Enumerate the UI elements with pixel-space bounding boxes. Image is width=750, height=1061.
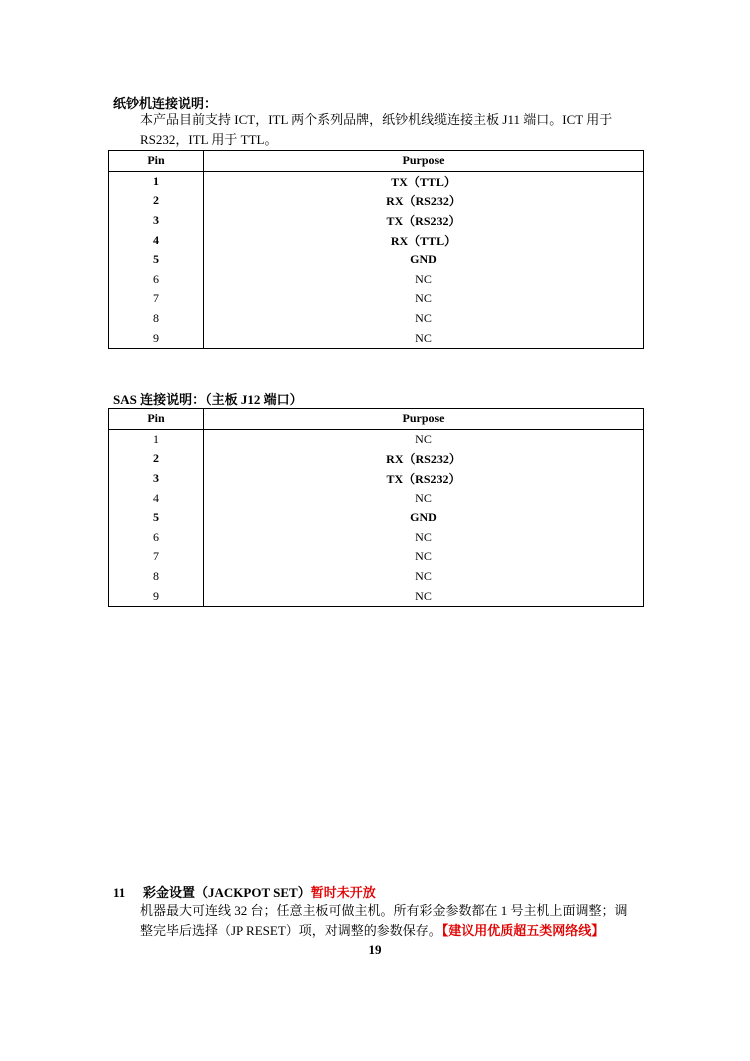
purpose-cell: GND <box>410 252 437 267</box>
purpose-cell: RX（RS232） <box>386 194 461 209</box>
purpose-cell: NC <box>415 271 432 286</box>
table-row <box>109 270 644 290</box>
section11-paragraph-line1: 机器最大可连线 32 台；任意主板可做主机。所有彩金参数都在 1 号主机上面调整；调 <box>140 903 628 918</box>
purpose-column-header: Purpose <box>204 409 644 430</box>
table-row <box>109 289 644 309</box>
section11-paragraph-line2-text: 整完毕后选择（JP RESET）项，对调整的参数保存。 <box>140 923 442 938</box>
pin-cell: 4 <box>109 488 204 508</box>
pin-cell: 5 <box>109 508 204 528</box>
table-header-row <box>109 151 644 172</box>
pin-cell: 8 <box>109 309 204 329</box>
pin-cell: 2 <box>109 449 204 469</box>
pin-cell: 4 <box>109 230 204 250</box>
table-row <box>109 449 644 469</box>
pin-cell: 1 <box>109 171 204 191</box>
table-row <box>109 171 644 191</box>
pin-cell: 7 <box>109 547 204 567</box>
purpose-cell: NC <box>415 569 432 584</box>
section1-paragraph-line2: RS232，ITL 用于 TTL。 <box>140 132 278 147</box>
purpose-cell: NC <box>415 490 432 505</box>
section1-paragraph-line1: 本产品目前支持 ICT，ITL 两个系列品牌，纸钞机线缆连接主板 J11 端口。ICT 用于 <box>140 112 613 127</box>
purpose-cell: GND <box>410 510 437 525</box>
sas-pin-table <box>108 408 644 607</box>
purpose-cell: NC <box>415 549 432 564</box>
purpose-cell: NC <box>415 588 432 603</box>
pin-cell: 1 <box>109 429 204 449</box>
table-row <box>109 309 644 329</box>
purpose-cell: TX（RS232） <box>386 472 461 487</box>
table-row <box>109 488 644 508</box>
table-row <box>109 230 644 250</box>
table-row <box>109 567 644 587</box>
table-row <box>109 191 644 211</box>
section1-paragraph-cont <box>140 130 277 150</box>
section2-heading: SAS 连接说明：（主板 J12 端口） <box>113 392 303 407</box>
purpose-cell: RX（RS232） <box>386 452 461 467</box>
pin-cell: 6 <box>109 528 204 548</box>
section11-paragraph-line2 <box>140 921 628 941</box>
table-row <box>109 211 644 231</box>
section-title: 彩金设置（JACKPOT SET） <box>143 885 311 900</box>
table-row <box>109 429 644 449</box>
pin-column-header: Pin <box>109 409 204 430</box>
status-note: 暂时未开放 <box>310 885 376 900</box>
section-number: 11 <box>113 885 126 900</box>
purpose-cell: TX（RS232） <box>386 214 461 229</box>
purpose-cell: NC <box>415 311 432 326</box>
table-row <box>109 469 644 489</box>
section11-heading <box>113 882 376 901</box>
pin-cell: 9 <box>109 328 204 348</box>
table-row <box>109 508 644 528</box>
table-row <box>109 586 644 606</box>
cable-recommendation: 【建议用优质超五类网络线】 <box>441 923 605 938</box>
pin-cell: 7 <box>109 289 204 309</box>
pin-cell: 5 <box>109 250 204 270</box>
table-row <box>109 250 644 270</box>
purpose-cell: NC <box>415 291 432 306</box>
table-row <box>109 328 644 348</box>
table-header-row <box>109 409 644 430</box>
pin-cell: 3 <box>109 211 204 231</box>
bill-acceptor-pin-table <box>108 150 644 349</box>
purpose-cell: TX（TTL） <box>391 174 456 189</box>
section11-paragraph <box>140 901 628 941</box>
section1-heading: 纸钞机连接说明： <box>113 96 218 111</box>
table-row <box>109 547 644 567</box>
pin-column-header: Pin <box>109 151 204 172</box>
purpose-cell: NC <box>415 431 432 446</box>
table-row <box>109 528 644 548</box>
pin-cell: 8 <box>109 567 204 587</box>
pin-cell: 9 <box>109 586 204 606</box>
purpose-cell: NC <box>415 330 432 345</box>
purpose-column-header: Purpose <box>204 151 644 172</box>
page-number: 19 <box>368 942 382 957</box>
section1-paragraph <box>140 110 612 130</box>
pin-cell: 3 <box>109 469 204 489</box>
pin-cell: 6 <box>109 270 204 290</box>
purpose-cell: NC <box>415 529 432 544</box>
purpose-cell: RX（TTL） <box>390 233 457 248</box>
pin-cell: 2 <box>109 191 204 211</box>
